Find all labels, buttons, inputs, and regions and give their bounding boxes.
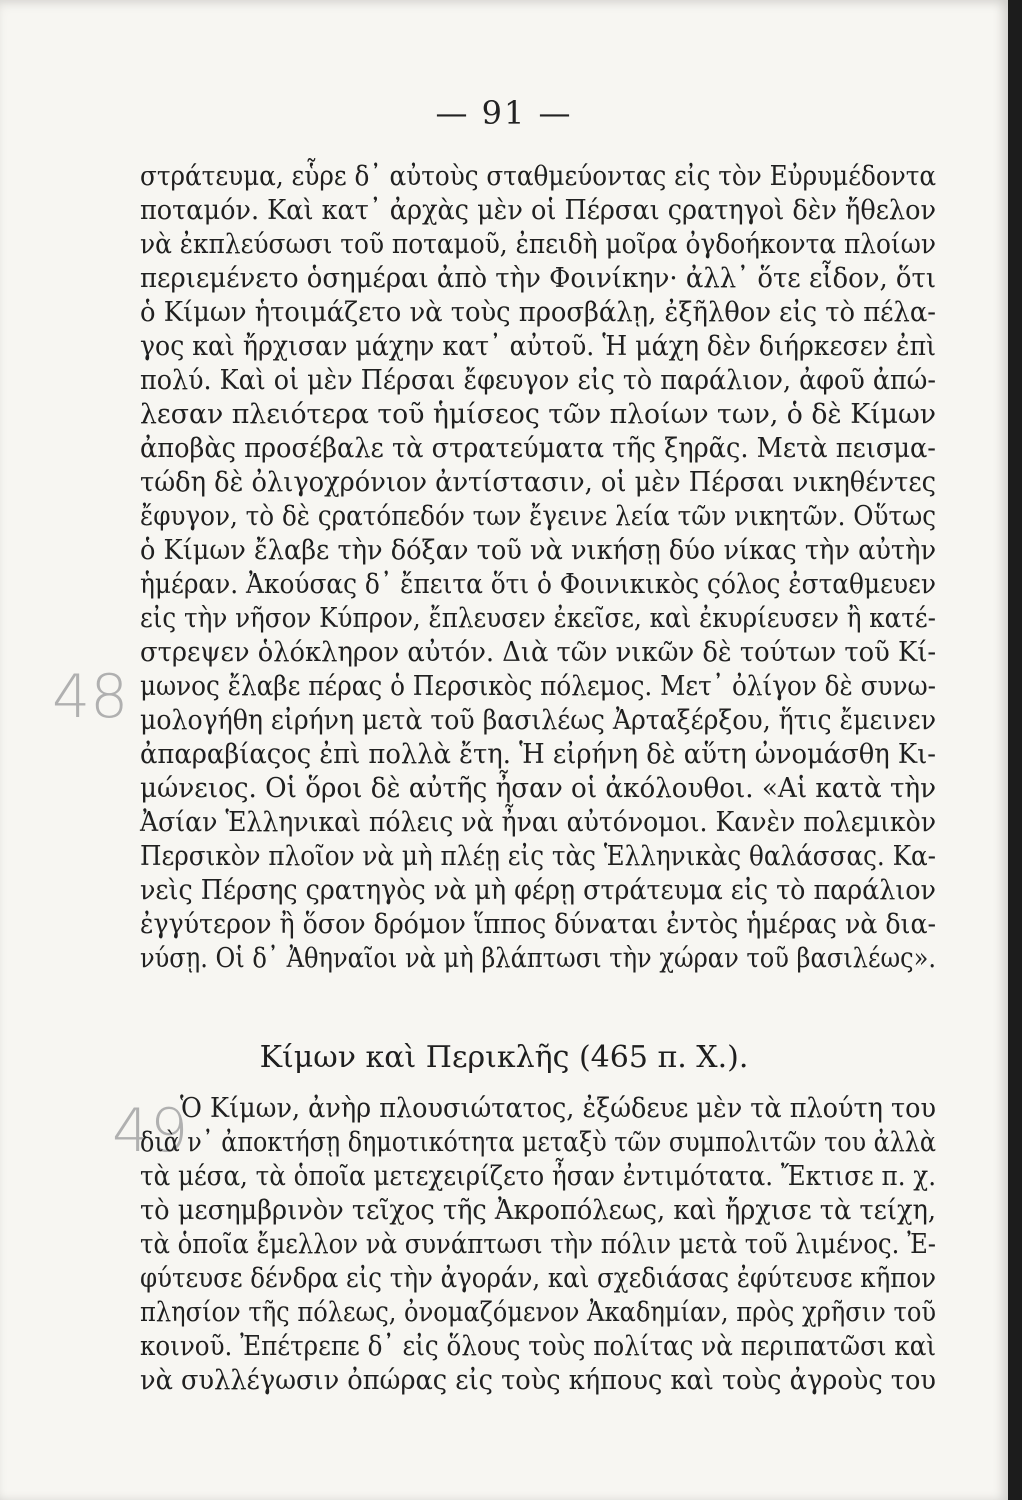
text-line: ἐγγύτερον ἢ ὅσον δρόμον ἵππος δύναται ἐντὸς ἡμέρας νὰ δια- xyxy=(140,909,937,940)
text-line: φύτευσε δένδρα εἰς τὴν ἀγοράν, καὶ σχεδιάσας ἐφύτευσε κῆπον xyxy=(140,1263,936,1294)
text-line: ἀποβὰς προσέβαλε τὰ στρατεύματα τῆς ξηρᾶς. Μετὰ πεισμα- xyxy=(140,433,936,464)
text-line: πολύ. Καὶ οἱ μὲν Πέρσαι ἔφευγον εἰς τὸ παράλιον, ἀφοῦ ἀπώ- xyxy=(140,365,936,396)
text-line: Ὁ Κίμων, ἀνὴρ πλουσιώτατος, ἐξώδευε μὲν τὰ πλούτη του xyxy=(180,1093,936,1124)
text-line: στράτευμα, εὗρε δ᾽ αὐτοὺς σταθμεύοντας εἰς τὸν Εὐρυμέδοντα xyxy=(140,161,937,192)
text-line: μώνειος. Οἱ ὅροι δὲ αὐτῆς ἦσαν οἱ ἀκόλουθοι. «Αἱ κατὰ τὴν xyxy=(140,773,937,804)
text-line: ἀπαραβίαςος ἐπὶ πολλὰ ἔτη. Ἡ εἰρήνη δὲ αὕτη ὠνομάσθη Κι- xyxy=(140,739,936,770)
section-heading: Κίμων καὶ Περικλῆς (465 π. Χ.). xyxy=(259,1040,749,1075)
text-line: πλησίον τῆς πόλεως, ὀνομαζόμενον Ἀκαδημίαν, πρὸς χρῆσιν τοῦ xyxy=(140,1297,937,1328)
text-line: μολογήθη εἰρήνη μετὰ τοῦ βασιλέως Ἀρταξέρξου, ἥτις ἔμεινεν xyxy=(140,705,937,736)
text-line: ποταμόν. Καὶ κατ᾽ ἀρχὰς μὲν οἱ Πέρσαι ςρατηγοὶ δὲν ἤθελον xyxy=(140,195,936,226)
text-line: Ἀσίαν Ἑλληνικαὶ πόλεις νὰ ἦναι αὐτόνομοι. Κανὲν πολεμικὸν xyxy=(140,807,936,838)
text-line: τὰ ὁποῖα ἔμελλον νὰ συνάπτωσι τὴν πόλιν μετὰ τοῦ λιμένος. Ἐ- xyxy=(140,1229,937,1260)
text-line: διὰ ν᾽ ἀποκτήσῃ δημοτικότητα μεταξὺ τῶν συμπολιτῶν του ἀλλὰ xyxy=(140,1127,936,1158)
text-line: ὁ Κίμων ἔλαβε τὴν δόξαν τοῦ νὰ νικήσῃ δύο νίκας τὴν αὐτὴν xyxy=(140,535,937,566)
text-line: ἔφυγον, τὸ δὲ ςρατόπεδόν των ἔγεινε λεία τῶν νικητῶν. Οὕτως xyxy=(140,501,937,532)
text-line: μωνος ἔλαβε πέρας ὁ Περσικὸς πόλεμος. Μετ᾽ ὀλίγον δὲ συνω- xyxy=(140,671,936,702)
text-line: περιεμένετο ὁσημέραι ἀπὸ τὴν Φοινίκην· ἀλλ᾽ ὅτε εἶδον, ὅτι xyxy=(140,263,936,294)
page-number: — 91 — xyxy=(435,94,573,132)
text-line: λεσαν πλειότερα τοῦ ἡμίσεος τῶν πλοίων των, ὁ δὲ Κίμων xyxy=(140,399,937,430)
text-line: ἡμέραν. Ἀκούσας δ᾽ ἔπειτα ὅτι ὁ Φοινικικὸς ςόλος ἐσταθμευεν xyxy=(140,569,936,600)
text-line: στρεψεν ὁλόκληρον αὐτόν. Διὰ τῶν νικῶν δὲ τούτων τοῦ Κί- xyxy=(140,637,937,668)
text-line: γος καὶ ἤρχισαν μάχην κατ᾽ αὐτοῦ. Ἡ μάχη δὲν διήρκεσεν ἐπὶ xyxy=(140,331,936,362)
text-line: νὰ συλλέγωσιν ὀπώρας εἰς τοὺς κήπους καὶ τοὺς ἀγροὺς του xyxy=(140,1365,936,1396)
text-line: τὰ μέσα, τὰ ὁποῖα μετεχειρίζετο ἦσαν ἐντιμότατα. Ἔκτισε π. χ. xyxy=(140,1161,937,1192)
text-line: Περσικὸν πλοῖον νὰ μὴ πλέῃ εἰς τὰς Ἑλληνικὰς θαλάσσας. Κα- xyxy=(140,841,936,872)
margin-note-48: 48 xyxy=(52,662,129,732)
text-line: κοινοῦ. Ἐπέτρεπε δ᾽ εἰς ὅλους τοὺς πολίτας νὰ περιπατῶσι καὶ xyxy=(140,1331,936,1362)
text-line: τώδη δὲ ὀλιγοχρόνιον ἀντίστασιν, οἱ μὲν Πέρσαι νικηθέντες xyxy=(140,467,937,498)
margin-note-49: 49 xyxy=(112,1096,189,1166)
text-line: εἰς τὴν νῆσον Κύπρον, ἔπλευσεν ἐκεῖσε, καὶ ἐκυρίευσεν ἢ κατέ- xyxy=(140,603,936,634)
text-line: νὰ ἐκπλεύσωσι τοῦ ποταμοῦ, ἐπειδὴ μοῖρα ὀγδοήκοντα πλοίων xyxy=(140,229,936,260)
text-line: ὁ Κίμων ἡτοιμάζετο νὰ τοὺς προσβάλῃ, ἐξῆλθον εἰς τὸ πέλα- xyxy=(140,297,936,328)
text-line: τὸ μεσημβρινὸν τεῖχος τῆς Ἀκροπόλεως, καὶ ἤρχισε τὰ τείχη, xyxy=(140,1195,936,1226)
text-line: νεὶς Πέρσης ςρατηγὸς νὰ μὴ φέρῃ στράτευμα εἰς τὸ παράλιον xyxy=(140,875,936,906)
text-line: νύσῃ. Οἱ δ᾽ Ἀθηναῖοι νὰ μὴ βλάπτωσι τὴν χώραν τοῦ βασιλέως». xyxy=(140,943,937,974)
